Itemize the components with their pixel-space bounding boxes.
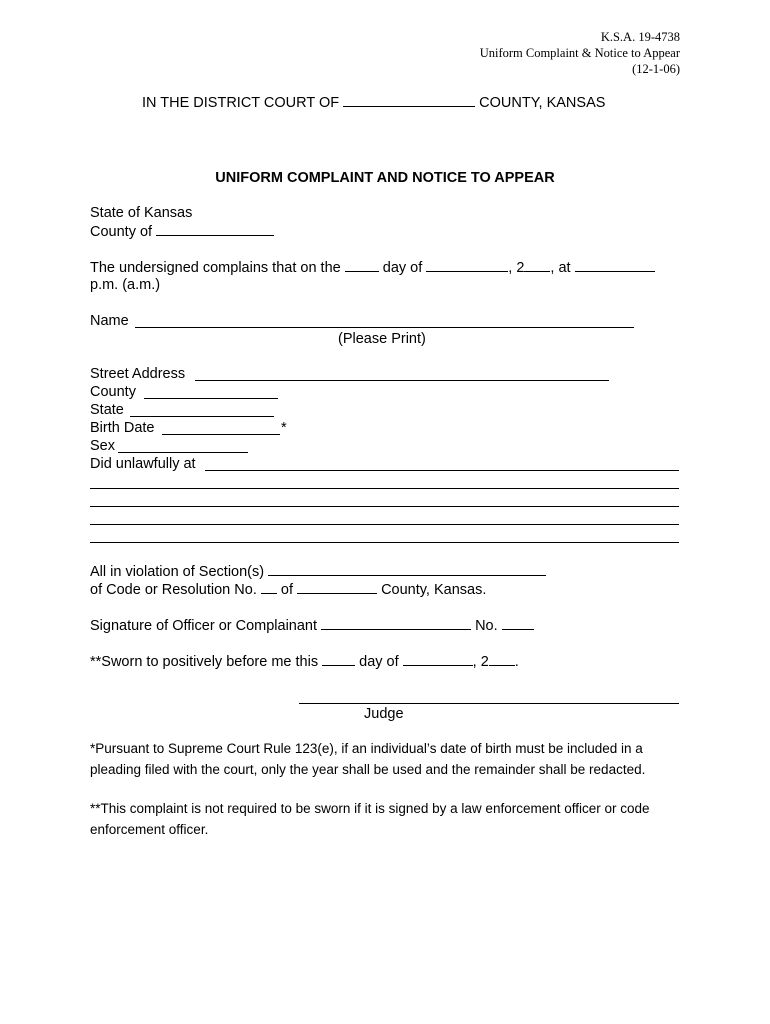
court-suffix: COUNTY, KANSAS (479, 95, 606, 111)
venue-county-label: County of (90, 224, 153, 240)
violation-of-label: of (280, 582, 293, 598)
sworn-day-label: day of (359, 654, 399, 670)
venue-county-field[interactable] (156, 223, 274, 236)
sworn-end: . (514, 654, 519, 670)
footnote-birthdate: *Pursuant to Supreme Court Rule 123(e), if an individual’s date of birth must be included in a pleading filed with the court, only the year shall be used and the remainder shall be redacted. (90, 741, 646, 777)
page-title: UNIFORM COMPLAINT AND NOTICE TO APPEAR (215, 170, 555, 186)
state-field[interactable] (130, 416, 274, 417)
complaint-text: The undersigned complains that on the (90, 260, 341, 276)
form-date: (12-1-06) (632, 62, 680, 76)
footnote-sworn: **This complaint is not required to be sworn if it is signed by a law enforcement officer or code enforcement officer. (90, 801, 650, 837)
sworn-label: **Sworn to positively before me this (90, 654, 319, 670)
venue-state: State of Kansas (90, 205, 193, 221)
state-label: State (90, 402, 124, 418)
unlawful-line-2[interactable] (90, 488, 679, 489)
complaint-day-field[interactable] (345, 259, 379, 272)
unlawful-line-4[interactable] (90, 524, 679, 525)
name-field[interactable] (135, 327, 634, 328)
violation-code-label: of Code or Resolution No. (90, 582, 257, 598)
violation-section-label: All in violation of Section(s) (90, 564, 265, 580)
sworn-month-field[interactable] (403, 653, 473, 666)
sworn-line (90, 653, 519, 670)
unlawful-line-5[interactable] (90, 542, 679, 543)
birth-label: Birth Date (90, 420, 155, 436)
sworn-year-field[interactable] (489, 653, 515, 666)
name-hint: (Please Print) (338, 331, 426, 347)
complaint-year-label: , 2 (508, 260, 525, 276)
violation-section-line (90, 563, 546, 580)
sworn-year-label: , 2 (472, 654, 489, 670)
signature-label: Signature of Officer or Complainant (90, 618, 318, 634)
judge-label: Judge (364, 706, 404, 722)
signature-no-label: No. (475, 618, 498, 634)
complaint-day-label: day of (382, 260, 423, 276)
signature-field[interactable] (321, 617, 471, 630)
unlawful-label: Did unlawfully at (90, 456, 196, 472)
complaint-year-field[interactable] (524, 259, 550, 272)
violation-county-suffix: County, Kansas. (381, 582, 487, 598)
violation-code-line (90, 581, 486, 598)
unlawful-line-3[interactable] (90, 506, 679, 507)
birth-field[interactable] (162, 434, 280, 435)
form-name: Uniform Complaint & Notice to Appear (479, 46, 680, 60)
complaint-time-field[interactable] (575, 259, 655, 272)
venue-county (90, 223, 274, 240)
sex-label: Sex (90, 438, 115, 454)
name-label: Name (90, 313, 129, 329)
county-label: County (90, 384, 136, 400)
county-field[interactable] (144, 398, 278, 399)
sworn-day-field[interactable] (322, 653, 355, 666)
signature-line (90, 617, 534, 634)
complaint-month-field[interactable] (426, 259, 508, 272)
complaint-ampm: p.m. (a.m.) (90, 277, 161, 293)
court-prefix: IN THE DISTRICT COURT OF (142, 95, 340, 111)
violation-section-field[interactable] (268, 563, 546, 576)
statute-ref: K.S.A. 19-4738 (600, 30, 680, 44)
sex-field[interactable] (118, 452, 248, 453)
court-county-field[interactable] (343, 94, 475, 107)
complaint-at-label: , at (550, 260, 571, 276)
unlawful-field[interactable] (205, 470, 679, 471)
street-field[interactable] (195, 380, 609, 381)
judge-signature-field[interactable] (299, 703, 679, 704)
complaint-line (90, 259, 655, 276)
signature-no-field[interactable] (502, 617, 534, 630)
court-line (142, 94, 605, 111)
violation-code-field[interactable] (261, 581, 277, 594)
street-label: Street Address (90, 366, 186, 382)
birth-asterisk: * (281, 420, 287, 436)
violation-county-field[interactable] (297, 581, 377, 594)
